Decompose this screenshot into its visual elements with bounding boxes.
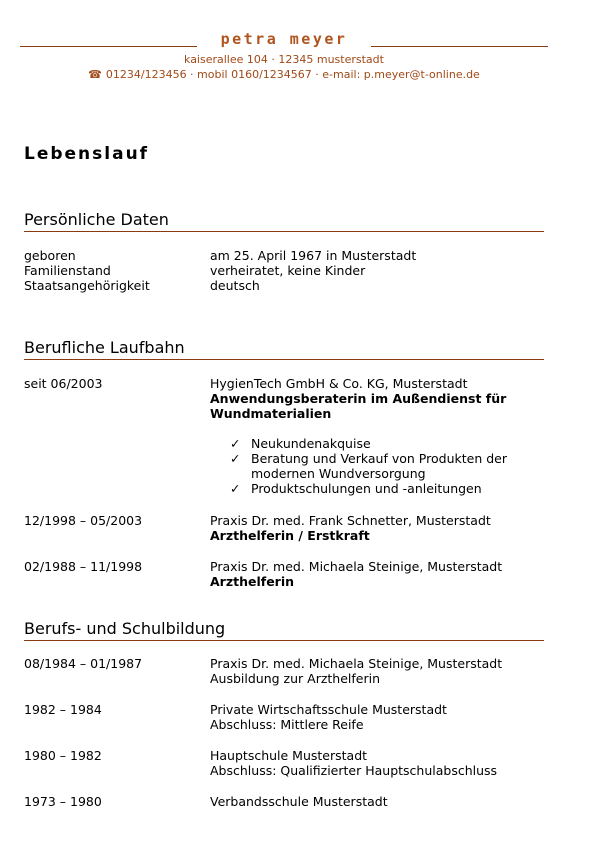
checkmark-icon: ✓ <box>230 451 241 466</box>
career-position: Arzthelferin / Erstkraft <box>210 528 370 543</box>
contact-line <box>20 68 548 81</box>
contact-text: 01234/123456 · mobil 0160/1234567 · e-mail: p.meyer@t-online.de <box>105 68 480 81</box>
task-text: Produktschulungen und -anleitungen <box>251 481 482 496</box>
applicant-name: petra meyer <box>220 30 348 48</box>
career-position: Arzthelferin <box>210 574 295 589</box>
education-qualification: Abschluss: Mittlere Reife <box>210 717 364 732</box>
phone-icon: ☎ <box>88 68 102 81</box>
task-item <box>210 436 530 451</box>
education-period: 1980 – 1982 <box>24 748 102 763</box>
career-position: Anwendungsberaterin im Außendienst für Wundmaterialien <box>210 391 507 421</box>
career-period: 02/1988 – 11/1998 <box>24 559 143 574</box>
checkmark-icon: ✓ <box>230 481 241 496</box>
education-institution: Hauptschule Musterstadt <box>210 748 368 763</box>
name-header <box>20 30 548 52</box>
education-details <box>210 748 530 778</box>
career-employer: Praxis Dr. med. Michaela Steinige, Musterstadt <box>210 559 503 574</box>
task-item <box>210 481 530 496</box>
career-employer: Praxis Dr. med. Frank Schnetter, Musterstadt <box>210 513 491 528</box>
education-period: 1982 – 1984 <box>24 702 102 717</box>
education-institution: Verbandsschule Musterstadt <box>210 794 388 809</box>
personal-value: verheiratet, keine Kinder <box>210 263 366 278</box>
career-details <box>210 559 530 589</box>
section-heading-personal: Persönliche Daten <box>24 210 544 232</box>
personal-label: geboren <box>24 248 76 263</box>
address-line: kaiserallee 104 · 12345 musterstadt <box>184 53 384 66</box>
career-period: seit 06/2003 <box>24 376 103 391</box>
task-item <box>210 451 530 481</box>
education-period: 08/1984 – 01/1987 <box>24 656 143 671</box>
task-text: Beratung und Verkauf von Produkten der modernen Wundversorgung <box>251 451 507 481</box>
education-details <box>210 794 530 809</box>
education-period: 1973 – 1980 <box>24 794 102 809</box>
education-qualification: Ausbildung zur Arzthelferin <box>210 671 381 686</box>
career-details <box>210 513 530 543</box>
task-list <box>210 436 530 496</box>
personal-value: am 25. April 1967 in Musterstadt <box>210 248 417 263</box>
career-details <box>210 376 530 496</box>
education-institution: Private Wirtschaftsschule Musterstadt <box>210 702 447 717</box>
personal-value: deutsch <box>210 278 260 293</box>
career-period: 12/1998 – 05/2003 <box>24 513 143 528</box>
education-details <box>210 656 530 686</box>
document-title: Lebenslauf <box>24 144 150 164</box>
career-employer: HygienTech GmbH & Co. KG, Musterstadt <box>210 376 468 391</box>
education-qualification: Abschluss: Qualifizierter Hauptschulabschluss <box>210 763 498 778</box>
section-heading-career: Berufliche Laufbahn <box>24 338 544 360</box>
education-details <box>210 702 530 732</box>
section-heading-education: Berufs- und Schulbildung <box>24 619 544 641</box>
checkmark-icon: ✓ <box>230 436 241 451</box>
education-institution: Praxis Dr. med. Michaela Steinige, Musterstadt <box>210 656 503 671</box>
personal-label: Familienstand <box>24 263 111 278</box>
personal-label: Staatsangehörigkeit <box>24 278 150 293</box>
task-text: Neukundenakquise <box>251 436 371 451</box>
header-rule-right <box>371 46 548 47</box>
